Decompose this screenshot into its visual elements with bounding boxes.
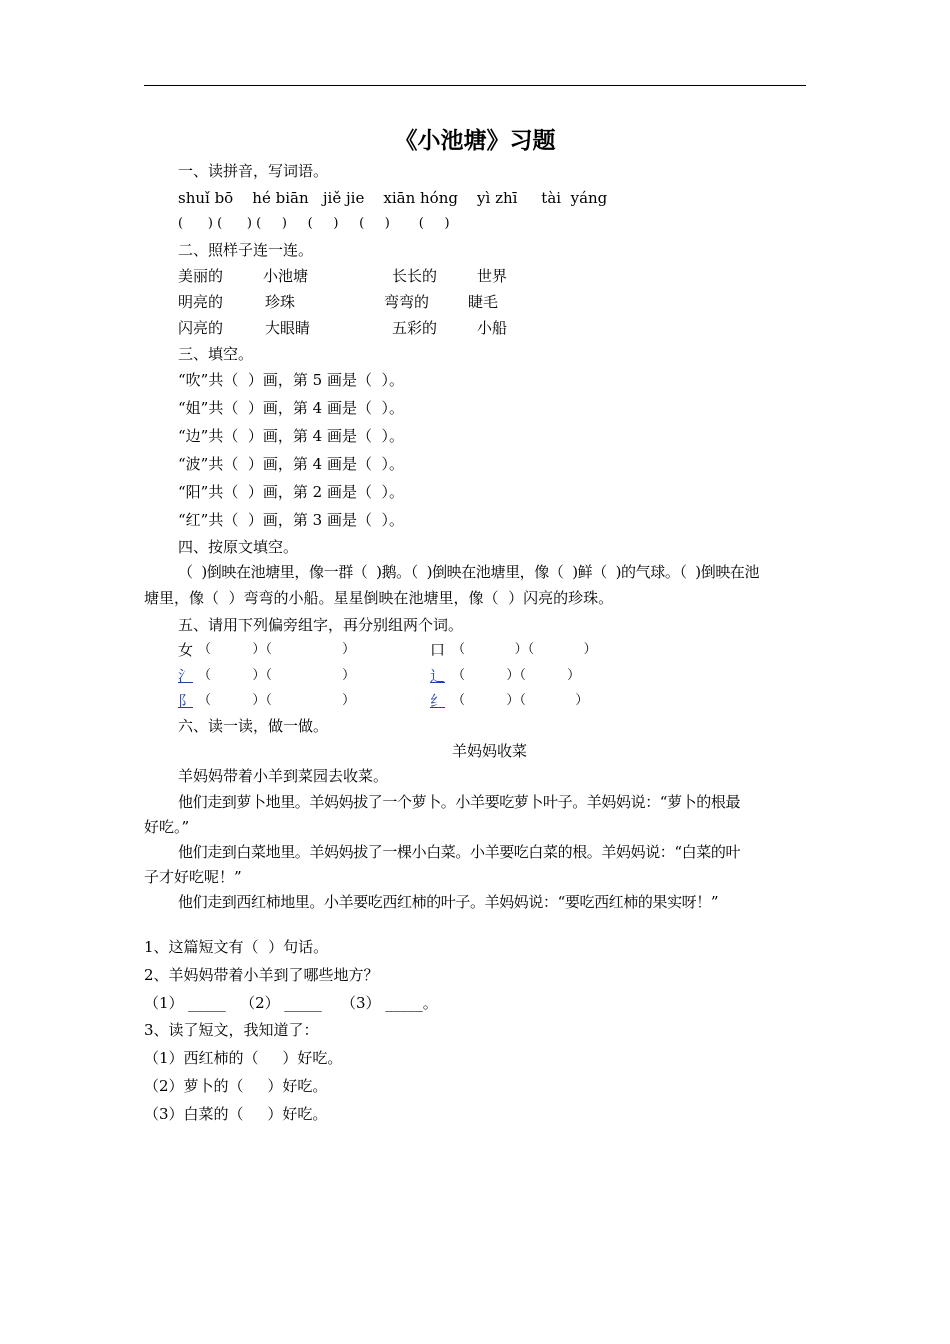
section6-heading: 六、读一读，做一做。 bbox=[178, 717, 329, 735]
page-title: 《小池塘》习题 bbox=[394, 127, 556, 154]
pinyin-line: shuǐ bō hé biān jiě jie xiān hóng yì zhī tài yáng bbox=[178, 189, 608, 207]
match-left-1: 闪亮的 bbox=[178, 319, 224, 337]
radical-2: 纟 bbox=[430, 692, 446, 710]
fill-stroke-line: “波”共（ ）画，第 4 画是（ ）。 bbox=[178, 455, 404, 473]
question-3-item: （3）白菜的（ ）好吃。 bbox=[144, 1105, 328, 1123]
match-right-2: 小船 bbox=[477, 319, 508, 337]
story-paragraph: 羊妈妈带着小羊到菜园去收菜。 bbox=[178, 767, 389, 785]
radical-2: 辶 bbox=[430, 667, 446, 685]
story-title: 羊妈妈收菜 bbox=[452, 742, 528, 760]
radical-blanks: （ ）（ ） bbox=[452, 642, 597, 657]
match-right-2: 睫毛 bbox=[468, 293, 499, 311]
fill-stroke-line: “吹”共（ ）画，第 5 画是（ ）。 bbox=[178, 371, 404, 389]
story-paragraph-cont: 好吃。” bbox=[144, 818, 190, 836]
story-paragraph-cont: 子才好吃呢！” bbox=[144, 868, 242, 886]
radical-1: 氵 bbox=[178, 667, 194, 685]
match-right-2: 世界 bbox=[477, 267, 508, 285]
radical-blanks: （ ）（ ） bbox=[198, 642, 356, 657]
section4-heading: 四、按原文填空。 bbox=[178, 538, 299, 556]
section2-heading: 二、照样子连一连。 bbox=[178, 241, 314, 259]
pinyin-answer-blanks: ( ) ( ) ( ) ( ) ( ) ( ) bbox=[178, 216, 450, 231]
match-right-1: 小池塘 bbox=[263, 267, 309, 285]
radical-blanks: （ ）（ ） bbox=[452, 693, 589, 708]
section1-heading: 一、读拼音，写词语。 bbox=[178, 162, 329, 180]
radical-1: 女 bbox=[178, 641, 194, 659]
match-right-1: 大眼睛 bbox=[265, 319, 311, 337]
story-paragraph: 他们走到西红柿地里。小羊要吃西红柿的叶子。羊妈妈说：“要吃西红柿的果实呀！” bbox=[178, 893, 719, 911]
question-1: 1、这篇短文有（ ）句话。 bbox=[144, 938, 329, 956]
section3-heading: 三、填空。 bbox=[178, 345, 254, 363]
radical-blanks: （ ）（ ） bbox=[198, 693, 356, 708]
question-3-item: （2）萝卜的（ ）好吃。 bbox=[144, 1077, 328, 1095]
radical-blanks: （ ）（ ） bbox=[452, 668, 581, 683]
fill-stroke-line: “姐”共（ ）画，第 4 画是（ ）。 bbox=[178, 399, 404, 417]
question-3-item: （1）西红柿的（ ）好吃。 bbox=[144, 1049, 343, 1067]
question-2: 2、羊妈妈带着小羊到了哪些地方？ bbox=[144, 966, 379, 984]
match-left-2: 弯弯的 bbox=[384, 293, 430, 311]
cloze-line: 塘里，像（ ）弯弯的小船。星星倒映在池塘里，像（ ）闪亮的珍珠。 bbox=[144, 589, 614, 607]
match-left-1: 明亮的 bbox=[178, 293, 224, 311]
fill-stroke-line: “阳”共（ ）画，第 2 画是（ ）。 bbox=[178, 483, 404, 501]
cloze-line: （ )倒映在池塘里，像一群（ )鹅。（ )倒映在池塘里，像（ )鲜（ )的气球。（ )倒映在池 bbox=[178, 563, 760, 581]
question-3: 3、读了短文，我知道了： bbox=[144, 1021, 319, 1039]
fill-stroke-line: “边”共（ ）画，第 4 画是（ ）。 bbox=[178, 427, 404, 445]
radical-1: 阝 bbox=[178, 692, 194, 710]
fill-stroke-line: “红”共（ ）画，第 3 画是（ ）。 bbox=[178, 511, 404, 529]
section5-heading: 五、请用下列偏旁组字，再分别组两个词。 bbox=[178, 616, 464, 634]
story-paragraph: 他们走到萝卜地里。羊妈妈拔了一个萝卜。小羊要吃萝卜叶子。羊妈妈说：“萝卜的根最 bbox=[178, 793, 741, 811]
radical-2: 口 bbox=[430, 641, 446, 659]
match-left-2: 长长的 bbox=[392, 267, 438, 285]
top-rule bbox=[144, 85, 806, 86]
radical-blanks: （ ）（ ） bbox=[198, 668, 356, 683]
match-right-1: 珍珠 bbox=[265, 293, 296, 311]
match-left-2: 五彩的 bbox=[392, 319, 438, 337]
story-paragraph: 他们走到白菜地里。羊妈妈拔了一棵小白菜。小羊要吃白菜的根。羊妈妈说：“白菜的叶 bbox=[178, 843, 741, 861]
match-left-1: 美丽的 bbox=[178, 267, 224, 285]
question-2-blanks: （1） _____ （2） _____ （3） _____。 bbox=[144, 994, 438, 1012]
